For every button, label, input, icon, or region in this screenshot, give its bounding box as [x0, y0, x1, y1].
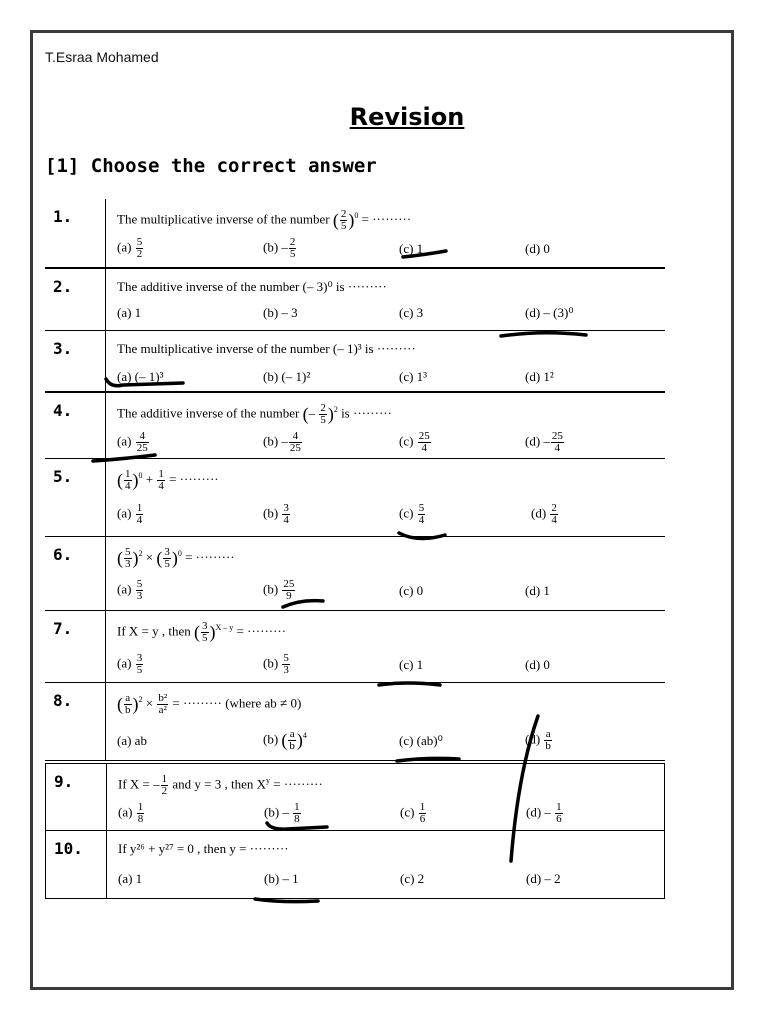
- option-d: (d) – 2: [526, 871, 561, 886]
- option-c: (c) 1: [399, 241, 424, 256]
- option-b: (b) (– 1)²: [263, 369, 311, 384]
- option-d: (d) 1: [525, 583, 550, 598]
- option-c: (c) $\frac{25}{4}$: [399, 430, 430, 454]
- option-d: (d) – (3)⁰: [525, 305, 574, 320]
- option-a: (a) $\frac{4}{25}$: [117, 430, 148, 454]
- option-a: (a) 1: [117, 305, 142, 320]
- question-3: [45, 331, 665, 393]
- option-b: (b) $\frac{25}{9}$: [263, 578, 295, 602]
- author-name: T.Esraa Mohamed: [45, 49, 159, 65]
- option-c: (c) $\frac{1}{6}$: [400, 801, 426, 825]
- option-d: (d) 1²: [525, 369, 554, 384]
- option-b: (b) ( $\frac{a}{b}$ )$^4$: [263, 728, 307, 752]
- option-a: (a) $\frac{3}{5}$: [117, 652, 143, 676]
- question-number: 8.: [53, 691, 73, 710]
- option-a: (a) $\frac{5}{3}$: [117, 578, 143, 602]
- question-stem: The multiplicative inverse of the number (– 1)³ is ·········: [117, 341, 416, 356]
- question-stem: If X = – $\frac{1}{2}$ and y = 3 , then $X^y$ = ·········: [118, 773, 323, 797]
- option-a: (a) ab: [117, 733, 147, 748]
- page-title: Revision: [349, 103, 465, 131]
- question-1: [45, 199, 665, 269]
- option-c: (c) 0: [399, 583, 424, 598]
- option-d: (d) 0: [525, 657, 550, 672]
- document-page: [30, 30, 734, 990]
- question-stem: ( $\frac{1}{4}$ )$^0$ + $\frac{1}{4}$ = ·········: [117, 468, 219, 492]
- question-stem: If y²⁶ + y²⁷ = 0 , then y = ·········: [118, 841, 289, 856]
- option-c: (c) 2: [400, 871, 425, 886]
- question-6: [45, 537, 665, 611]
- question-number: 3.: [53, 339, 73, 358]
- option-a: (a) $\frac{5}{2}$: [117, 236, 143, 260]
- question-4: [45, 393, 665, 459]
- question-stem: ( $\frac{5}{3}$ )$^2$ × ( $\frac{3}{5}$ )$^0$ = ·········: [117, 546, 235, 570]
- question-stem: The additive inverse of the number (– 3)⁰ is ·········: [117, 279, 387, 294]
- option-a: (a) $\frac{1}{4}$: [117, 502, 143, 526]
- option-b: (b) – 3: [263, 305, 298, 320]
- question-8: [45, 683, 665, 761]
- option-d: (d) – $\frac{1}{6}$: [526, 801, 562, 825]
- option-a: (a) $\frac{1}{8}$: [118, 801, 144, 825]
- section-heading: [1] Choose the correct answer: [45, 155, 377, 177]
- question-number: 10.: [54, 839, 83, 858]
- question-number: 1.: [53, 207, 73, 226]
- option-d: (d) – $\frac{25}{4}$: [525, 430, 563, 454]
- option-d: (d) $\frac{a}{b}$: [525, 728, 551, 752]
- option-b: (b) – $\frac{1}{8}$: [264, 801, 300, 825]
- question-stem: The additive inverse of the number (– $\frac{2}{5}$ )$^2$ is ·········: [117, 402, 392, 426]
- question-stem: If X = y , then ( $\frac{3}{5}$ )$^{X - y}$ = ·········: [117, 620, 287, 644]
- question-10: [45, 831, 665, 899]
- option-a: (a) 1: [118, 871, 143, 886]
- option-b: (b) – $\frac{4}{25}$: [263, 430, 301, 454]
- option-d: (d) 0: [525, 241, 550, 256]
- question-stem: ( $\frac{a}{b}$ )$^2$ × $\frac{\text{b²}}{\text{a²}}$ = ········· (where ab ≠ 0): [117, 692, 302, 716]
- option-c: (c) 1: [399, 657, 424, 672]
- option-c: (c) (ab)⁰: [399, 733, 443, 748]
- option-b: (b) $\frac{3}{4}$: [263, 502, 289, 526]
- pen-mark-q10: [255, 899, 318, 902]
- option-b: (b) $\frac{5}{3}$: [263, 652, 289, 676]
- option-a: (a) (– 1)³: [117, 369, 164, 384]
- question-number: 2.: [53, 277, 73, 296]
- question-9: [45, 763, 665, 831]
- option-c: (c) 3: [399, 305, 424, 320]
- question-number: 4.: [53, 401, 73, 420]
- option-b: (b) – 1: [264, 871, 299, 886]
- option-d: (d) $\frac{2}{4}$: [531, 502, 557, 526]
- question-number: 6.: [53, 545, 73, 564]
- option-b: (b) – $\frac{2}{5}$: [263, 236, 296, 260]
- question-7: [45, 611, 665, 683]
- question-number: 9.: [54, 772, 74, 791]
- question-number: 7.: [53, 619, 73, 638]
- question-2: [45, 269, 665, 331]
- question-number: 5.: [53, 467, 73, 486]
- option-c: (c) $\frac{5}{4}$: [399, 502, 425, 526]
- question-5: [45, 459, 665, 537]
- option-c: (c) 1³: [399, 369, 428, 384]
- question-stem: The multiplicative inverse of the number ( $\frac{2}{5}$ )$^0$ = ·········: [117, 208, 412, 232]
